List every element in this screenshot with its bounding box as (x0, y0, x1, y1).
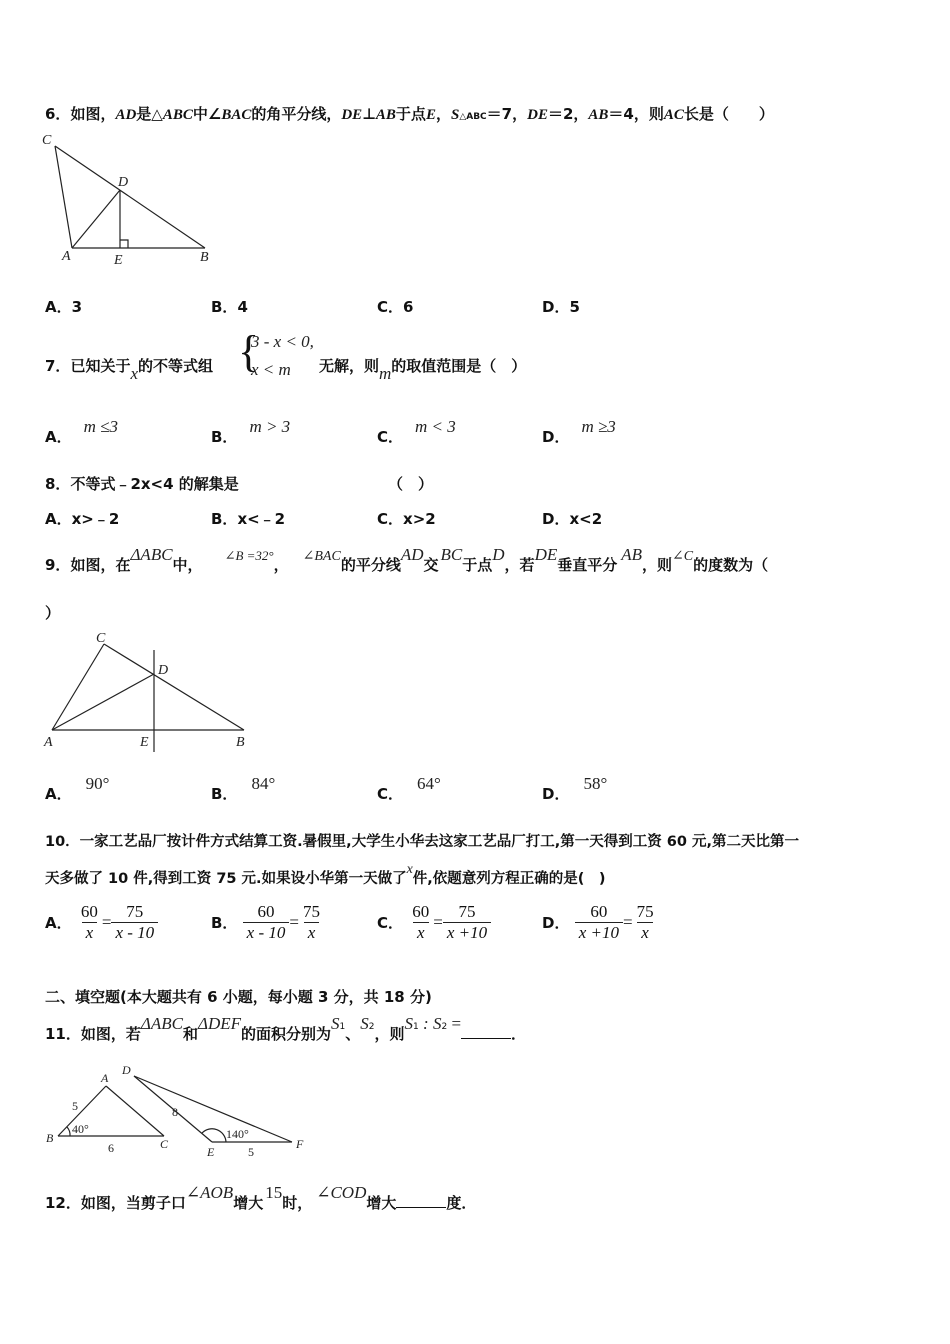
option-label: B． (211, 298, 238, 316)
fraction (633, 902, 658, 943)
q11-length-de: 8 (172, 1105, 178, 1119)
q11-line-df (134, 1076, 292, 1142)
q12-text: 时， (282, 1194, 313, 1212)
q7-text: 已知关于 (70, 357, 131, 375)
option-label: D． (542, 510, 570, 528)
q12-text: 增大 (366, 1194, 397, 1212)
q11-math: = (447, 1014, 462, 1033)
q6-right-angle-mark (120, 240, 128, 248)
q9-close-paren: ） (45, 604, 61, 622)
option-label: A． (45, 510, 72, 528)
q9-figure (40, 628, 260, 756)
option-value: 64° (417, 774, 441, 793)
fraction (77, 902, 102, 943)
q11-math: S (360, 1014, 369, 1033)
q6-text: 于点 (395, 105, 426, 123)
option-value: 4 (237, 298, 248, 316)
q9-text: 垂直平分 (557, 556, 618, 574)
fraction (443, 902, 491, 943)
q11-subscript: 1 (413, 1022, 419, 1032)
q9-text: 中， (172, 556, 203, 574)
q7-option-d[interactable] (542, 417, 616, 447)
q11-label-a: A (101, 1071, 109, 1085)
q6-line-ad (72, 190, 120, 248)
q6-text: ＝4，则 (608, 105, 664, 123)
q11-label-c: C (160, 1137, 169, 1151)
q11-angle-b-label: 40° (72, 1122, 89, 1136)
q9-math: ∠C (672, 549, 694, 564)
q11-subscript: 2 (441, 1022, 448, 1032)
q11-label-d: D (122, 1063, 131, 1077)
q12-math: ∠AOB (185, 1183, 234, 1202)
q9-math: ∠BAC (302, 549, 341, 564)
q6-label-c: C (42, 133, 52, 148)
option-value: 84° (251, 774, 276, 793)
denominator: x - 10 (111, 922, 158, 943)
numerator: 75 (636, 902, 654, 921)
fraction (243, 902, 290, 943)
q8-option-a[interactable] (45, 508, 119, 529)
q11-label-e: E (207, 1145, 215, 1159)
q11-subscript: 1 (339, 1022, 346, 1032)
option-value: x<2 (569, 510, 603, 528)
option-value: 90° (85, 774, 110, 793)
q9-label-d: D (158, 663, 169, 678)
option-value: 3 (71, 298, 83, 316)
q11-math: ΔABC (140, 1014, 183, 1033)
denominator: x (304, 922, 320, 943)
q9-line-cb (104, 644, 244, 730)
option-label: A． (45, 914, 72, 932)
q9-option-c[interactable] (377, 774, 441, 804)
q11-figure (40, 1060, 320, 1160)
option-value: 5 (569, 298, 580, 316)
numerator: 60 (412, 902, 430, 921)
q9-text: 的度数为（ (693, 556, 769, 574)
q10-text: 件,依题意列方程正确的是( ) (412, 871, 606, 887)
q9-text: 于点 (462, 556, 493, 574)
q7-text: 的取值范围是（ ） (391, 357, 527, 375)
q9-math: DE (534, 545, 558, 564)
q7-text: 无解，则 (319, 357, 380, 375)
option-label: B． (211, 510, 238, 528)
denominator: x (413, 922, 429, 943)
q6-var: DE (527, 107, 548, 123)
q10-var-x: x (406, 862, 413, 877)
option-value: m ≤3 (83, 417, 118, 436)
q6-text: ＝2， (547, 105, 589, 123)
q9-option-a[interactable] (45, 774, 110, 804)
fraction (111, 902, 158, 943)
option-value: m > 3 (249, 417, 291, 436)
option-label: B． (211, 428, 238, 446)
equals-sign: = (433, 912, 443, 932)
q11-text: 的面积分别为 (241, 1025, 332, 1043)
question-7-stem-a (45, 355, 214, 383)
q12-answer-blank[interactable] (396, 1193, 446, 1208)
option-value: 58° (583, 774, 608, 793)
q6-option-a[interactable] (45, 296, 82, 317)
option-label: A． (45, 428, 72, 446)
option-label: C． (377, 298, 404, 316)
question-7-stem-b (319, 355, 527, 383)
denominator: x +10 (575, 922, 623, 943)
q8-number: 8． (45, 475, 71, 493)
option-label: B． (211, 914, 238, 932)
option-label: A． (45, 298, 72, 316)
numerator: 60 (80, 902, 98, 921)
q7-inequality-2: x < m (251, 360, 291, 379)
q9-option-b[interactable] (211, 774, 276, 804)
section-2-heading: 二、填空题(本大题共有 6 小题，每小题 3 分，共 18 分) (45, 988, 432, 1006)
q9-line-ad (52, 674, 154, 730)
option-label: D． (542, 914, 570, 932)
equals-sign: = (289, 912, 299, 932)
q6-label-d: D (118, 175, 129, 190)
question-10-line-2 (45, 862, 606, 888)
q7-option-c[interactable] (377, 417, 456, 447)
q7-option-b[interactable] (211, 417, 291, 447)
q9-math: BC (440, 545, 463, 564)
q9-math: AB (621, 545, 643, 564)
option-label: C． (377, 914, 404, 932)
question-12-stem (45, 1183, 477, 1213)
q11-text: 如图，若 (80, 1025, 141, 1043)
equals-sign: = (622, 912, 633, 932)
q7-var-m: m (379, 364, 392, 383)
q6-var: AB (588, 107, 609, 123)
q11-math: ΔDEF (198, 1014, 242, 1033)
q9-math: ∠B =32° (224, 548, 274, 563)
q7-text: 的不等式组 (138, 357, 214, 375)
q9-option-d[interactable] (542, 774, 608, 804)
option-value: m ≥3 (581, 417, 616, 436)
option-value: x<﹣2 (237, 510, 286, 528)
q12-number: 12． (45, 1194, 81, 1212)
option-label: D． (542, 428, 570, 446)
q9-label-e: E (140, 735, 149, 750)
q6-number: 6． (45, 105, 71, 123)
q7-var-x: x (130, 364, 138, 383)
q9-label-c: C (96, 631, 106, 646)
q9-text: ，则 (642, 556, 673, 574)
numerator: 60 (257, 902, 275, 921)
q6-text: 如图， (70, 105, 116, 123)
q11-length-ab: 5 (72, 1099, 78, 1113)
q9-text: ，若 (504, 556, 535, 574)
option-label: C． (377, 510, 404, 528)
q8-option-d[interactable] (542, 508, 602, 529)
q6-label-b: B (200, 250, 209, 265)
numerator: 75 (458, 902, 476, 921)
q6-text: ⊥ (362, 105, 376, 123)
q11-math: S (404, 1014, 414, 1033)
fraction (408, 902, 433, 943)
q7-number: 7． (45, 357, 71, 375)
numerator: 60 (590, 902, 608, 921)
q7-system-brace: { (238, 327, 260, 376)
q6-option-b[interactable] (211, 296, 248, 317)
q12-text: 度． (446, 1194, 477, 1212)
equals-sign: = (101, 912, 112, 932)
q6-var: E (425, 107, 436, 123)
q8-option-b[interactable] (211, 508, 285, 529)
question-8-stem (45, 473, 239, 494)
q7-option-a[interactable] (45, 417, 118, 447)
q11-angle-e-label: 140° (226, 1127, 249, 1141)
question-10-line-1: 10．一家工艺品厂按计件方式结算工资.暑假里,大学生小华去这家工艺品厂打工,第一天得到工资 60 元,第二天比第一 (45, 834, 799, 850)
option-label: D． (542, 298, 570, 316)
option-value: 6 (403, 298, 414, 316)
fraction (575, 902, 623, 943)
q6-label-e: E (114, 253, 123, 268)
q6-text: ， (435, 105, 451, 123)
q7-inequality-1: 3 - x < 0, (251, 332, 314, 351)
q11-math: : S (418, 1014, 442, 1033)
option-label: D． (542, 785, 570, 803)
q6-var: AD (115, 107, 137, 123)
q11-math: S (331, 1014, 340, 1033)
q12-text: 增大 (233, 1194, 264, 1212)
q6-text: ＝7， (486, 105, 528, 123)
q10-option-a[interactable] (45, 902, 158, 943)
q9-label-b: B (236, 735, 245, 750)
q11-angle-e-arc (202, 1129, 226, 1142)
q6-var: AB (375, 107, 396, 123)
option-label: B． (211, 785, 238, 803)
q6-subscript: △ABC (459, 112, 487, 122)
option-label: A． (45, 785, 72, 803)
q8-answer-paren: （ ） (388, 475, 434, 493)
q11-text: 、 (345, 1025, 361, 1043)
fraction (299, 902, 324, 943)
q6-option-d[interactable] (542, 296, 580, 317)
q10-text: 天多做了 10 件,得到工资 75 元.如果设小华第一天做了 (45, 871, 407, 887)
q12-math: ∠COD (316, 1183, 367, 1202)
q10-option-b[interactable] (211, 902, 324, 943)
q11-text: 和 (182, 1025, 198, 1043)
q6-var: S (450, 107, 460, 123)
q11-label-f: F (296, 1137, 304, 1151)
q6-text: 的角平分线， (251, 105, 342, 123)
q11-number: 11． (45, 1025, 81, 1043)
q11-length-ef: 5 (248, 1145, 254, 1159)
q6-text: 长是（ ） (683, 105, 774, 123)
denominator: x - 10 (243, 922, 290, 943)
q9-line-ca (52, 644, 104, 730)
q9-number: 9． (45, 556, 71, 574)
q6-var: AC (663, 107, 684, 123)
denominator: x +10 (443, 922, 491, 943)
q12-text: 如图，当剪子口 (80, 1194, 186, 1212)
q10-option-d[interactable] (542, 902, 658, 943)
numerator: 75 (302, 902, 320, 921)
question-6-stem (45, 103, 774, 124)
denominator: x (82, 922, 98, 943)
denominator: x (637, 922, 653, 943)
q11-text: ． (511, 1025, 527, 1043)
q11-text: ，则 (374, 1025, 405, 1043)
q9-label-a: A (44, 735, 53, 750)
q11-label-b: B (46, 1131, 54, 1145)
q10-option-c[interactable] (377, 902, 491, 943)
numerator: 75 (126, 902, 144, 921)
option-label: C． (377, 785, 404, 803)
q9-text: ， (273, 556, 289, 574)
q9-text: 的平分线 (340, 556, 401, 574)
q9-math: ΔABC (130, 545, 173, 564)
question-9-stem (45, 545, 769, 575)
q11-angle-b-arc (67, 1127, 70, 1136)
q8-option-c[interactable] (377, 508, 436, 529)
q6-text: 中∠ (192, 105, 222, 123)
q6-option-c[interactable] (377, 296, 413, 317)
q9-text: 如图，在 (70, 556, 131, 574)
q9-math: D (492, 545, 505, 564)
option-value: m < 3 (415, 417, 456, 436)
q9-math: AD (400, 545, 424, 564)
q6-var: DE (341, 107, 363, 123)
question-11-stem (45, 1014, 527, 1044)
option-value: x>﹣2 (71, 510, 120, 528)
q6-var: ABC (162, 107, 193, 123)
q6-label-a: A (62, 249, 71, 264)
q6-figure (40, 128, 230, 270)
q6-text: 是△ (136, 105, 163, 123)
q9-text: 交 (423, 556, 439, 574)
option-label: C． (377, 428, 404, 446)
q8-text: 不等式﹣2x<4 的解集是 (70, 475, 239, 493)
option-value: x>2 (403, 510, 436, 528)
q6-var: BAC (221, 107, 252, 123)
q6-line-cb (55, 146, 205, 248)
q11-subscript: 2 (368, 1022, 375, 1032)
q6-line-ac (55, 146, 72, 248)
q11-answer-blank[interactable] (461, 1024, 511, 1039)
q11-length-bc: 6 (108, 1141, 114, 1155)
q12-math: 15 (265, 1183, 283, 1202)
